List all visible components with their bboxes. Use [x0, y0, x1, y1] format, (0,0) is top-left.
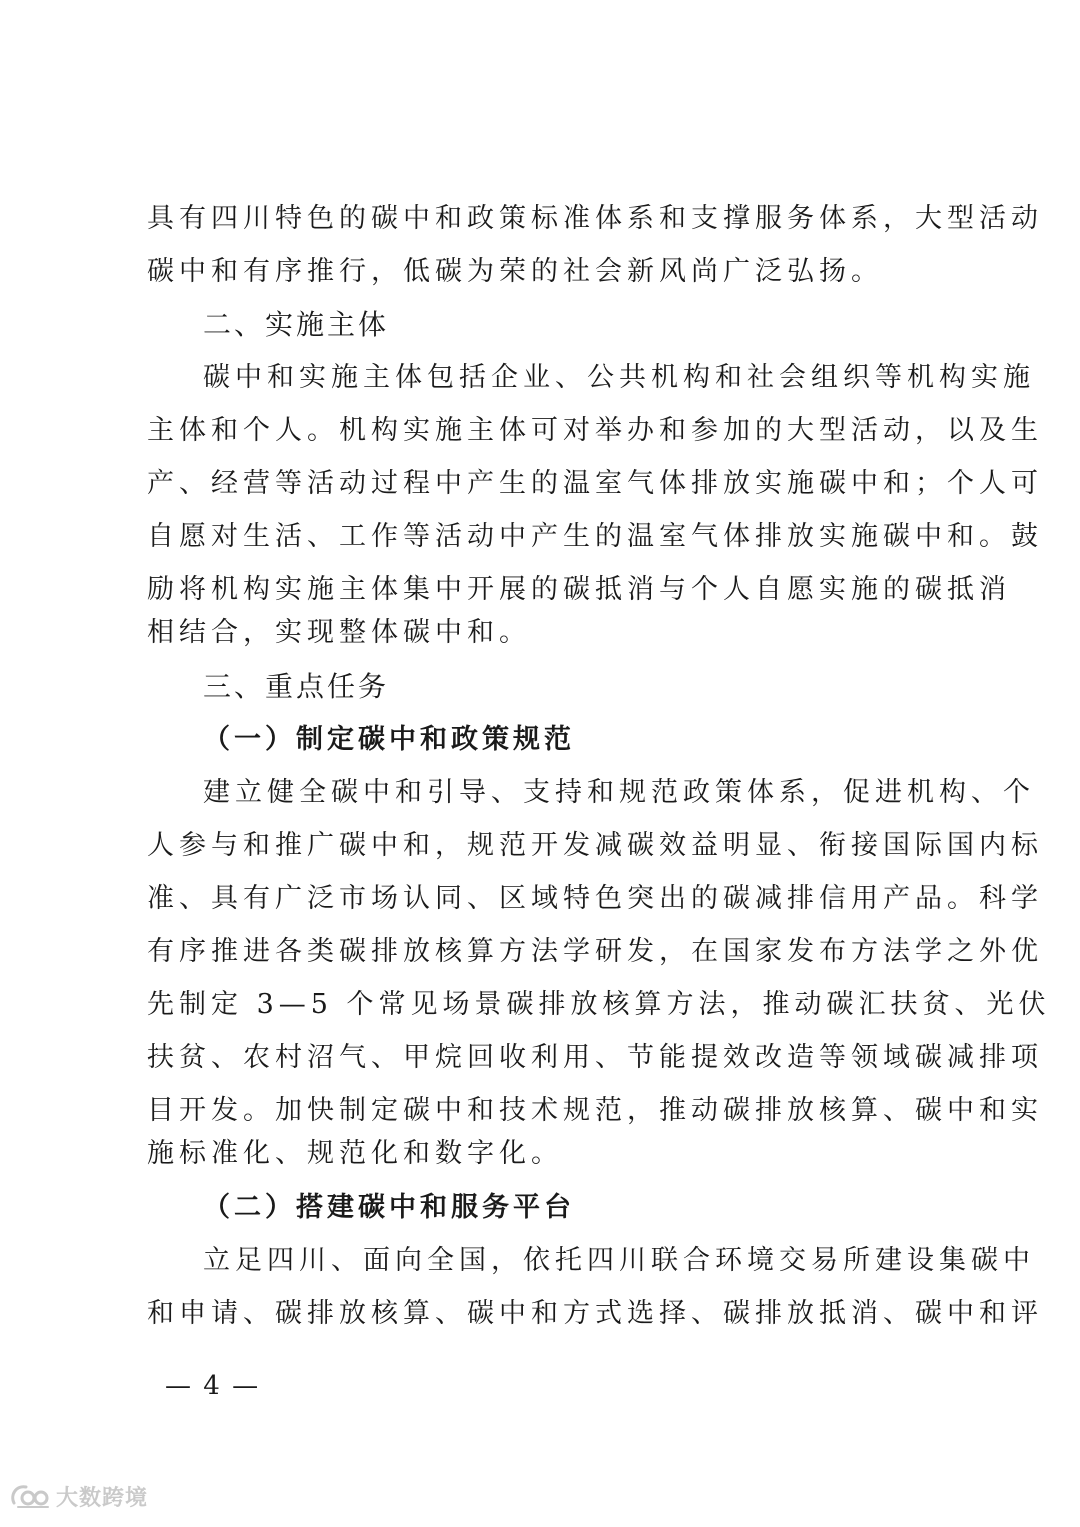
body-text-line: 人参与和推广碳中和，规范开发减碳效益明显、衔接国际国内标 — [147, 830, 1043, 861]
body-text-line: 建立健全碳中和引导、支持和规范政策体系，促进机构、个 — [203, 777, 1035, 808]
body-text-line: 目开发。加快制定碳中和技术规范，推动碳排放核算、碳中和实 — [147, 1095, 1043, 1126]
body-text-line: 立足四川、面向全国，依托四川联合环境交易所建设集碳中 — [203, 1245, 1035, 1276]
section-heading: 三、重点任务 — [203, 670, 390, 703]
body-text-line: 施标准化、规范化和数字化。 — [147, 1138, 563, 1169]
body-text-line: 和申请、碳排放核算、碳中和方式选择、碳排放抵消、碳中和评 — [147, 1298, 1043, 1329]
body-text-line: 先制定 3—5 个常见场景碳排放核算方法，推动碳汇扶贫、光伏 — [147, 989, 1051, 1020]
body-text-line: 相结合，实现整体碳中和。 — [147, 617, 531, 648]
body-text-line: 碳中和实施主体包括企业、公共机构和社会组织等机构实施 — [203, 362, 1035, 393]
subsection-heading: （二）搭建碳中和服务平台 — [203, 1192, 575, 1223]
watermark — [8, 1478, 148, 1514]
watermark-text: 大数跨境 — [56, 1485, 149, 1511]
brand-logo-icon — [8, 1481, 52, 1511]
section-heading: 二、实施主体 — [203, 308, 390, 341]
body-text-line: 扶贫、农村沼气、甲烷回收利用、节能提效改造等领域碳减排项 — [147, 1042, 1043, 1073]
body-text-line: 产、经营等活动过程中产生的温室气体排放实施碳中和；个人可 — [147, 468, 1043, 499]
body-text-line: 具有四川特色的碳中和政策标准体系和支撑服务体系，大型活动 — [147, 203, 1043, 234]
body-text-line: 准、具有广泛市场认同、区域特色突出的碳减排信用产品。科学 — [147, 883, 1043, 914]
body-text-line: 有序推进各类碳排放核算方法学研发，在国家发布方法学之外优 — [147, 936, 1043, 967]
body-text-line: 碳中和有序推行，低碳为荣的社会新风尚广泛弘扬。 — [147, 256, 883, 287]
body-text-line: 励将机构实施主体集中开展的碳抵消与个人自愿实施的碳抵消 — [147, 574, 1011, 605]
subsection-heading: （一）制定碳中和政策规范 — [203, 724, 575, 755]
page-number: — 4 — — [165, 1371, 261, 1401]
body-text-line: 主体和个人。机构实施主体可对举办和参加的大型活动，以及生 — [147, 415, 1043, 446]
body-text-line: 自愿对生活、工作等活动中产生的温室气体排放实施碳中和。鼓 — [147, 521, 1043, 552]
